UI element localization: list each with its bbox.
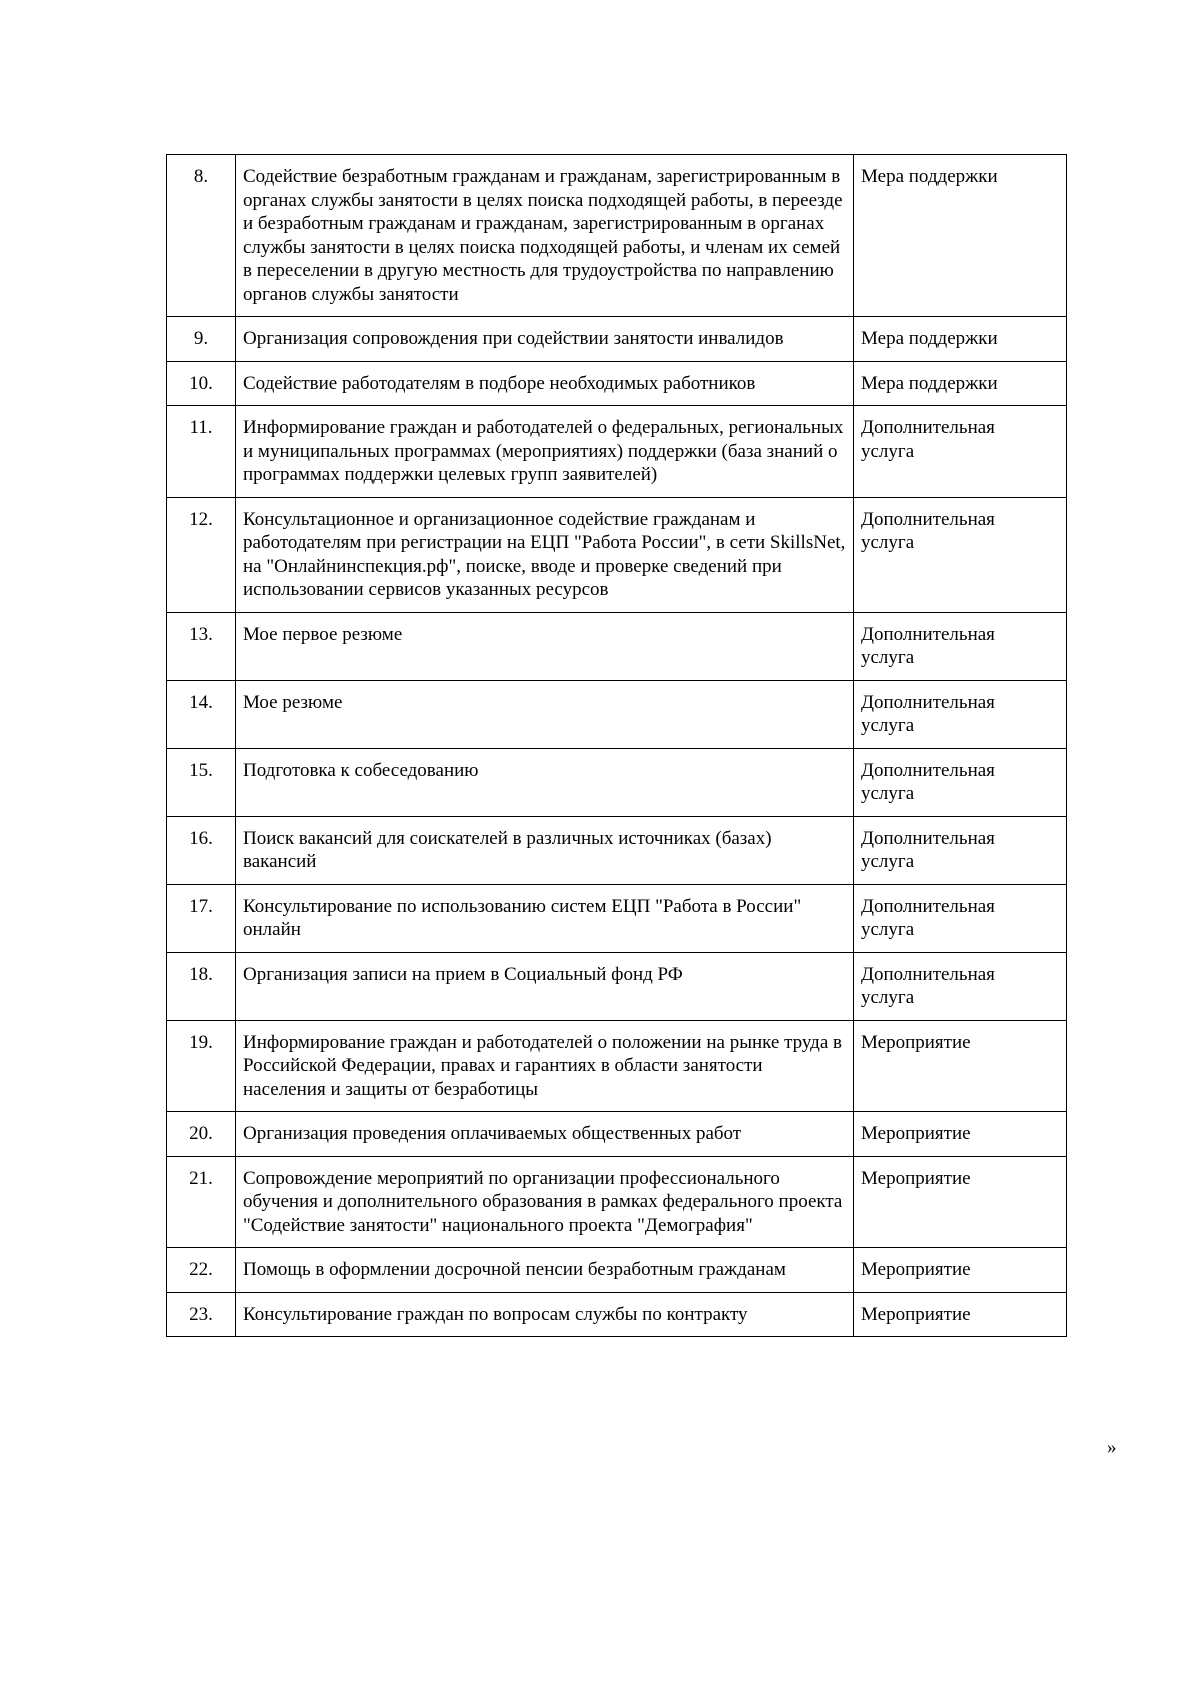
service-name: Поиск вакансий для соискателей в различных источниках (базах) вакансий — [236, 816, 854, 884]
row-number: 18. — [167, 952, 236, 1020]
service-type: Мероприятие — [854, 1020, 1067, 1112]
service-type: Дополнительная услуга — [854, 680, 1067, 748]
service-type: Дополнительная услуга — [854, 612, 1067, 680]
service-type: Дополнительная услуга — [854, 748, 1067, 816]
row-number: 12. — [167, 497, 236, 612]
closing-quote-mark: » — [1107, 1437, 1117, 1458]
table-row — [167, 155, 1067, 317]
table-row — [167, 1248, 1067, 1293]
table-row — [167, 816, 1067, 884]
table-row — [167, 1156, 1067, 1248]
table-row — [167, 497, 1067, 612]
service-name: Мое первое резюме — [236, 612, 854, 680]
service-type: Мера поддержки — [854, 155, 1067, 317]
row-number: 14. — [167, 680, 236, 748]
table-row — [167, 406, 1067, 498]
service-name: Помощь в оформлении досрочной пенсии безработным гражданам — [236, 1248, 854, 1293]
service-type: Мера поддержки — [854, 361, 1067, 406]
service-name: Консультационное и организационное содействие гражданам и работодателям при регистрации на ЕЦП "Работа России", в сети SkillsNet, на "Онлайнинспекция.рф", поиске, вводе и проверке сведений при использовании сервисов указанных ресурсов — [236, 497, 854, 612]
service-type: Мероприятие — [854, 1156, 1067, 1248]
row-number: 17. — [167, 884, 236, 952]
service-name: Консультирование граждан по вопросам службы по контракту — [236, 1292, 854, 1337]
row-number: 22. — [167, 1248, 236, 1293]
service-name: Информирование граждан и работодателей о федеральных, региональных и муниципальных программах (мероприятиях) поддержки (база знаний о программах поддержки целевых групп заявителей) — [236, 406, 854, 498]
service-type: Мероприятие — [854, 1248, 1067, 1293]
table-row — [167, 748, 1067, 816]
table-row — [167, 1020, 1067, 1112]
table-row — [167, 612, 1067, 680]
table-row — [167, 1112, 1067, 1157]
row-number: 23. — [167, 1292, 236, 1337]
row-number: 13. — [167, 612, 236, 680]
service-name: Подготовка к собеседованию — [236, 748, 854, 816]
services-table — [166, 154, 1067, 1337]
service-type: Дополнительная услуга — [854, 884, 1067, 952]
row-number: 19. — [167, 1020, 236, 1112]
service-type: Дополнительная услуга — [854, 497, 1067, 612]
service-type: Мера поддержки — [854, 317, 1067, 362]
service-type: Мероприятие — [854, 1112, 1067, 1157]
row-number: 21. — [167, 1156, 236, 1248]
row-number: 15. — [167, 748, 236, 816]
service-name: Содействие безработным гражданам и гражданам, зарегистрированным в органах службы занятости в целях поиска подходящей работы, в переезде и безработным гражданам и гражданам, зарегистрированным в органах службы занятости в целях поиска подходящей работы, и членам их семей в переселении в другую местность для трудоустройства по направлению органов службы занятости — [236, 155, 854, 317]
table-row — [167, 317, 1067, 362]
service-name: Консультирование по использованию систем ЕЦП "Работа в России" онлайн — [236, 884, 854, 952]
table-row — [167, 361, 1067, 406]
service-name: Организация проведения оплачиваемых общественных работ — [236, 1112, 854, 1157]
service-name: Организация записи на прием в Социальный фонд РФ — [236, 952, 854, 1020]
service-name: Сопровождение мероприятий по организации профессионального обучения и дополнительного образования в рамках федерального проекта "Содействие занятости" национального проекта "Демография" — [236, 1156, 854, 1248]
service-name: Содействие работодателям в подборе необходимых работников — [236, 361, 854, 406]
row-number: 11. — [167, 406, 236, 498]
row-number: 16. — [167, 816, 236, 884]
row-number: 8. — [167, 155, 236, 317]
service-name: Мое резюме — [236, 680, 854, 748]
row-number: 20. — [167, 1112, 236, 1157]
table-row — [167, 1292, 1067, 1337]
service-type: Дополнительная услуга — [854, 406, 1067, 498]
service-type: Дополнительная услуга — [854, 816, 1067, 884]
row-number: 10. — [167, 361, 236, 406]
service-name: Информирование граждан и работодателей о положении на рынке труда в Российской Федерации, правах и гарантиях в области занятости населения и защиты от безработицы — [236, 1020, 854, 1112]
service-type: Дополнительная услуга — [854, 952, 1067, 1020]
service-type: Мероприятие — [854, 1292, 1067, 1337]
table-row — [167, 952, 1067, 1020]
service-name: Организация сопровождения при содействии занятости инвалидов — [236, 317, 854, 362]
row-number: 9. — [167, 317, 236, 362]
table-row — [167, 680, 1067, 748]
table-row — [167, 884, 1067, 952]
